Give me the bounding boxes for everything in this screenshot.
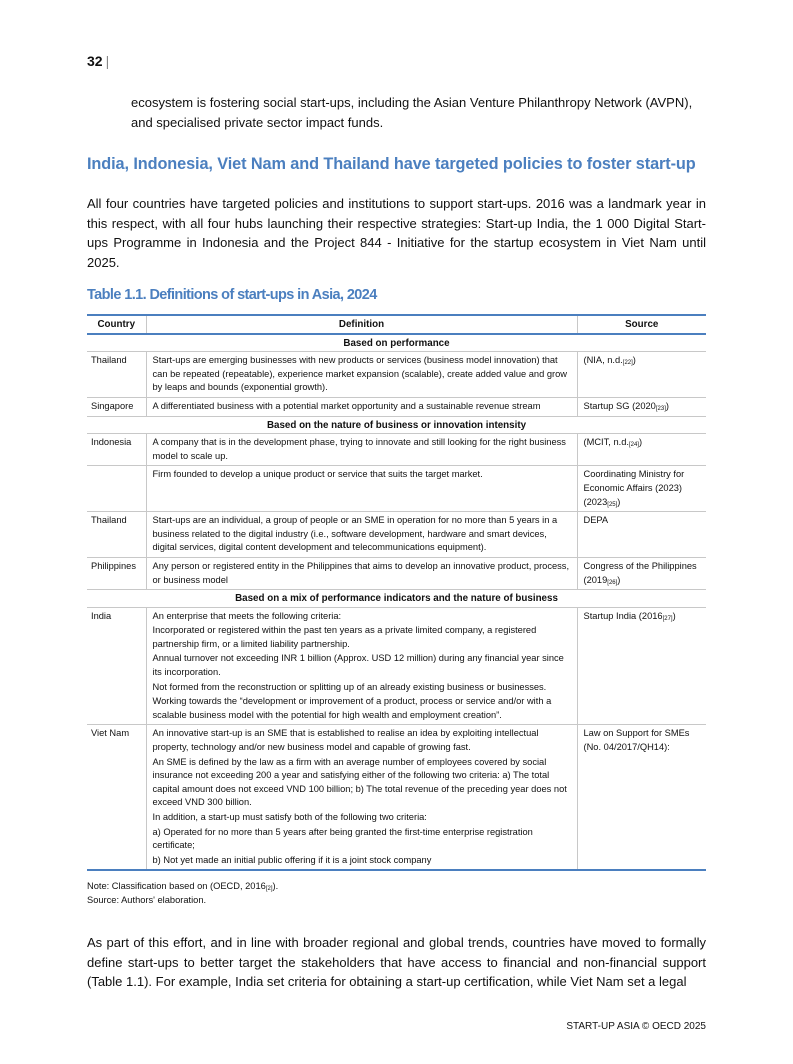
definition-line: Not formed from the reconstruction or splitting up of an already existing business or businesses. [152, 681, 547, 692]
table-title: Table 1.1. Definitions of start-ups in Asia, 2024 [87, 287, 377, 303]
cell-definition [146, 512, 577, 558]
header-definition: Definition [146, 315, 577, 334]
definition-line: Working towards the “development or improvement of a product, process or service and/or with a scalable business model with the potential for high wealth and employment creation”. [152, 696, 552, 720]
table-body [87, 334, 706, 871]
cell-definition [146, 557, 577, 589]
source-text: Coordinating Ministry for Economic Affairs (2023) (2023 [583, 469, 685, 507]
source-tail: ) [617, 496, 621, 507]
definition-line: A differentiated business with a potential market opportunity and a sustainable revenue stream [152, 400, 541, 411]
source-reference-link[interactable]: [27] [662, 615, 673, 622]
table-row [87, 607, 706, 725]
definition-line: An enterprise that meets the following criteria: [152, 610, 342, 621]
cell-definition [146, 434, 577, 466]
body-paragraph-2: As part of this effort, and in line with broader regional and global trends, countries have moved to formally define start-ups to better target the stakeholders that have access to financial and non-financial support (Table 1.1). For example, India set criteria for obtaining a start-up certification, while Viet Nam set a legal [87, 935, 706, 990]
group-label: Based on a mix of performance indicators and the nature of business [235, 593, 558, 605]
cell-source [577, 466, 706, 512]
definitions-table [87, 314, 706, 871]
page-footer: START-UP ASIA © OECD 2025 [566, 1020, 706, 1032]
cell-country: Viet Nam [91, 728, 130, 739]
note-text: Note: Classification based on (OECD, 2016 [87, 881, 266, 892]
group-label: Based on the nature of business or innovation intensity [266, 419, 527, 431]
cell-country: Singapore [91, 400, 134, 411]
source-reference-link[interactable]: [25] [607, 501, 618, 508]
source-tail: ) [617, 574, 621, 585]
group-label: Based on performance [343, 337, 450, 349]
source-text: Startup India (2016 [583, 610, 663, 621]
cell-definition [146, 352, 577, 398]
source-text: (MCIT, n.d. [583, 437, 629, 448]
cell-country: Thailand [91, 355, 127, 366]
intro-paragraph: ecosystem is fostering social start-ups, including the Asian Venture Philanthropy Network (AVPN), and specialised private sector impact funds. [131, 95, 693, 130]
header-source: Source [577, 315, 706, 334]
source-reference-link[interactable]: [22] [622, 360, 633, 367]
table-notes [87, 879, 706, 907]
table-row [87, 352, 706, 398]
source-reference-link[interactable]: [24] [628, 442, 639, 449]
page-number [87, 52, 706, 70]
source-tail: ) [632, 355, 636, 366]
table-header-row [87, 315, 706, 334]
section-heading: India, Indonesia, Viet Nam and Thailand have targeted policies to foster start-up [87, 155, 696, 173]
source-tail: ) [672, 610, 676, 621]
definition-line: Annual turnover not exceeding INR 1 billion (Approx. USD 12 million) during any financial year since its incorporation. [152, 653, 564, 678]
note-tail: ). [272, 881, 279, 892]
cell-source [577, 352, 706, 398]
source-tail: ) [665, 400, 669, 411]
table-row [87, 557, 706, 589]
note-ref[interactable]: [2] [265, 886, 273, 893]
cell-source [577, 557, 706, 589]
cell-source [577, 725, 706, 870]
cell-source [577, 512, 706, 558]
source-text: Congress of the Philippines (2019 [583, 560, 697, 585]
source-text: (NIA, n.d. [583, 355, 623, 366]
table-group-row [87, 416, 706, 434]
source-text: Startup SG (2020 [583, 400, 656, 411]
table-row [87, 434, 706, 466]
table-row [87, 466, 706, 512]
source-text: DEPA [583, 515, 609, 526]
cell-country: Indonesia [91, 437, 132, 448]
body-paragraph-1: All four countries have targeted policies and institutions to support start-ups. 2016 was a landmark year in this respect, with all four hubs launching their respective strategies: Start-up India, the 1 000 Digital Start-ups Programme in Indonesia and the Project 844 - Initiative for the startup ecosystem in Viet Nam until 2025. [87, 196, 706, 270]
cell-definition [146, 725, 577, 870]
table-note [87, 879, 706, 893]
cell-country [87, 466, 146, 512]
definition-line: A company that is in the development phase, trying to innovate and still looking for the right business model to scale up. [152, 437, 566, 461]
definition-line: An SME is defined by the law as a firm with an average number of employees covered by social insurance not exceeding 200 a year and satisfying either of the following two criteria: a) The total capital amount does not exceed VND 100 billion; b) The total revenue of the preceding year does not exceed VND 300 billion. [152, 756, 567, 808]
source-reference-link[interactable]: [23] [655, 405, 666, 412]
cell-source [577, 607, 706, 725]
definition-line: Start-ups are emerging businesses with new products or services (business model innovation) that can be repeated (repeatable), experience market expansion (scalable), create added value and grow by leaps and bounds (exponential growth). [152, 355, 567, 393]
source-tail: ) [638, 437, 643, 448]
definition-line: Incorporated or registered within the past ten years as a private limited company, a registered partnership firm, or a limited liability partnership. [152, 625, 537, 649]
source-reference-link[interactable]: [26] [607, 579, 618, 586]
definition-line: a) Operated for no more than 5 years after being granted the first-time enterprise registration certificate; [152, 826, 533, 851]
cell-source [577, 434, 706, 466]
definition-line: b) Not yet made an initial public offering if it is a joint stock company [152, 854, 432, 865]
table-row [87, 725, 706, 870]
cell-definition [146, 466, 577, 512]
table-source: Source: Authors' elaboration. [87, 895, 207, 906]
cell-country: Thailand [91, 515, 127, 526]
definition-line: In addition, a start-up must satisfy both of the following two criteria: [152, 812, 427, 822]
header-country: Country [97, 319, 136, 330]
table-group-row [87, 334, 706, 352]
definition-line: Firm founded to develop a unique product or service that suits the target market. [152, 469, 483, 480]
table-group-row [87, 590, 706, 608]
cell-definition [146, 607, 577, 725]
definition-line: An innovative start-up is an SME that is established to realise an idea by exploiting intellectual property, technology and/or new business model and capable of growing fast. [152, 728, 539, 753]
page-number-separator: | [105, 53, 110, 69]
cell-source [577, 397, 706, 416]
page-number-value: 32 [87, 53, 103, 69]
cell-country: Philippines [91, 560, 136, 571]
source-text: Law on Support for SMEs (No. 04/2017/QH14): [583, 728, 690, 753]
table-row [87, 397, 706, 416]
table-row [87, 512, 706, 558]
definition-line: Start-ups are an individual, a group of people or an SME in operation for no more than 5 years in a business related to the digital industry (i.e., software development, hardware and smart devices, digital services, digital content development and telecommunications equipment). [152, 515, 558, 553]
cell-definition [146, 397, 577, 416]
definition-line: Any person or registered entity in the Philippines that aims to develop an innovative product, process, or business model [152, 560, 570, 585]
cell-country: India [91, 610, 112, 621]
